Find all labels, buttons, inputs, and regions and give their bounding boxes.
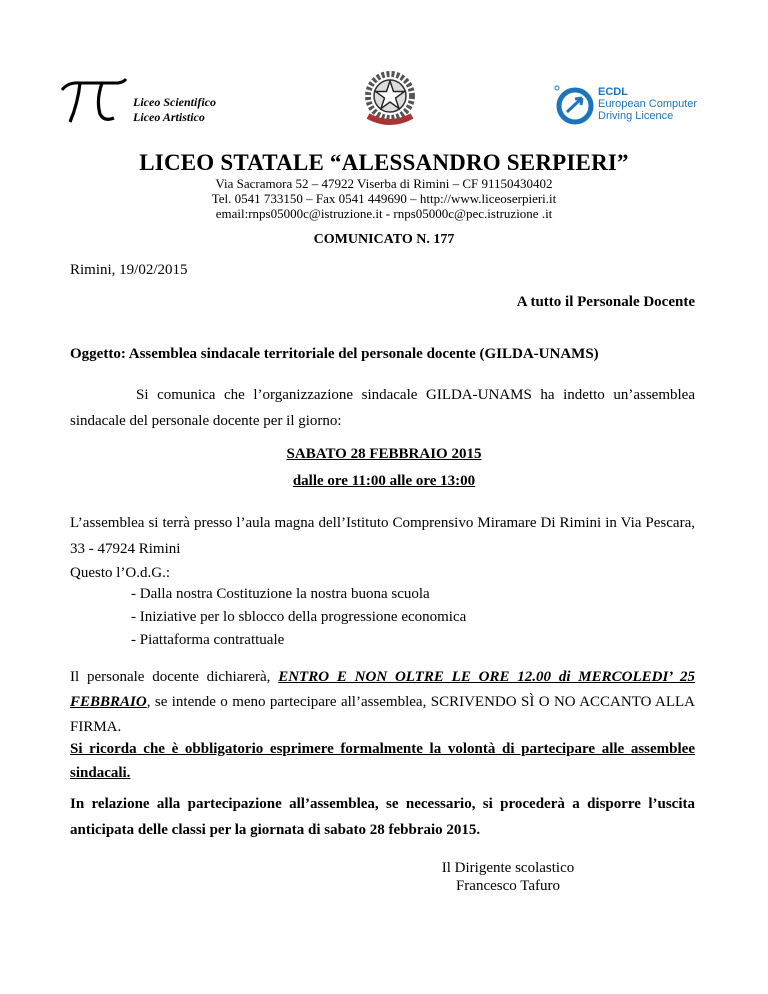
reminder-paragraph: Si ricorda che è obbligatorio esprimere formalmente la volontà di partecipare alle assemblee sindacali. [70, 741, 695, 781]
school-name: LICEO STATALE “ALESSANDRO SERPIERI” [139, 150, 629, 175]
pi-logo-icon [58, 78, 128, 124]
declaration-pre: Il personale docente dichiarerà, [70, 669, 279, 685]
declaration-deadline: ENTRO E NON OLTRE LE ORE 12.00 di MERCOLEDI’ 25 FEBBRAIO [70, 669, 695, 710]
agenda-title: Questo l’O.d.G.: [70, 565, 170, 581]
event-date: SABATO 28 FEBBRAIO 2015 [286, 446, 482, 462]
ecdl-logo-icon [548, 82, 598, 132]
subject-line: Oggetto: Assemblea sindacale territoriale del personale docente (GILDA-UNAMS) [70, 346, 599, 362]
school-type-artistico: Liceo Artistico [133, 110, 205, 124]
agenda-item: - Piattaforma contrattuale [131, 632, 285, 648]
intro-text: Si comunica che l’organizzazione sindacale GILDA-UNAMS ha indetto un’assemblea sindacale del personale docente per il giorno: [70, 387, 695, 429]
recipient: A tutto il Personale Docente [516, 294, 695, 310]
email-line: email:rnps05000c@istruzione.it - rnps05000c@pec.istruzione .it [215, 206, 553, 221]
ecdl-line1: European Computer [598, 98, 698, 110]
agenda-item: - Iniziative per lo sblocco della progressione economica [131, 609, 467, 625]
school-types [133, 95, 216, 125]
ecdl-line2: Driving Licence [598, 110, 674, 122]
event-time: dalle ore 11:00 alle ore 13:00 [292, 473, 476, 489]
school-type-scientifico: Liceo Scientifico [133, 95, 216, 109]
venue-paragraph: L’assemblea si terrà presso l’aula magna dell’Istituto Comprensivo Miramare Di Rimini in Via Pescara, 33 - 47924 Rimini [70, 515, 695, 557]
signer-role: Il Dirigente scolastico [441, 860, 575, 876]
ecdl-text [598, 86, 697, 122]
signer-name: Francesco Tafuro [455, 878, 561, 894]
ecdl-brand: ECDL [598, 86, 628, 98]
document-date: Rimini, 19/02/2015 [70, 262, 188, 278]
relation-paragraph: In relazione alla partecipazione all’assemblea, se necessario, si procederà a disporre l’uscita anticipata delle classi per la giornata di sabato 28 febbraio 2015. [70, 796, 695, 838]
comunicato-number: COMUNICATO N. 177 [313, 232, 455, 247]
intro-paragraph [70, 382, 695, 434]
declaration-post: , se intende o meno partecipare all’assemblea, SCRIVENDO SÌ O NO ACCANTO ALLA FIRMA. [70, 694, 695, 735]
address-line: Via Sacramora 52 – 47922 Viserba di Rimini – CF 91150430402 [215, 176, 553, 191]
agenda-item: - Dalla nostra Costituzione la nostra buona scuola [131, 586, 430, 602]
italian-republic-emblem-icon [358, 66, 422, 130]
declaration-paragraph [70, 665, 695, 740]
contact-line: Tel. 0541 733150 – Fax 0541 449690 – http://www.liceoserpieri.it [211, 191, 557, 206]
